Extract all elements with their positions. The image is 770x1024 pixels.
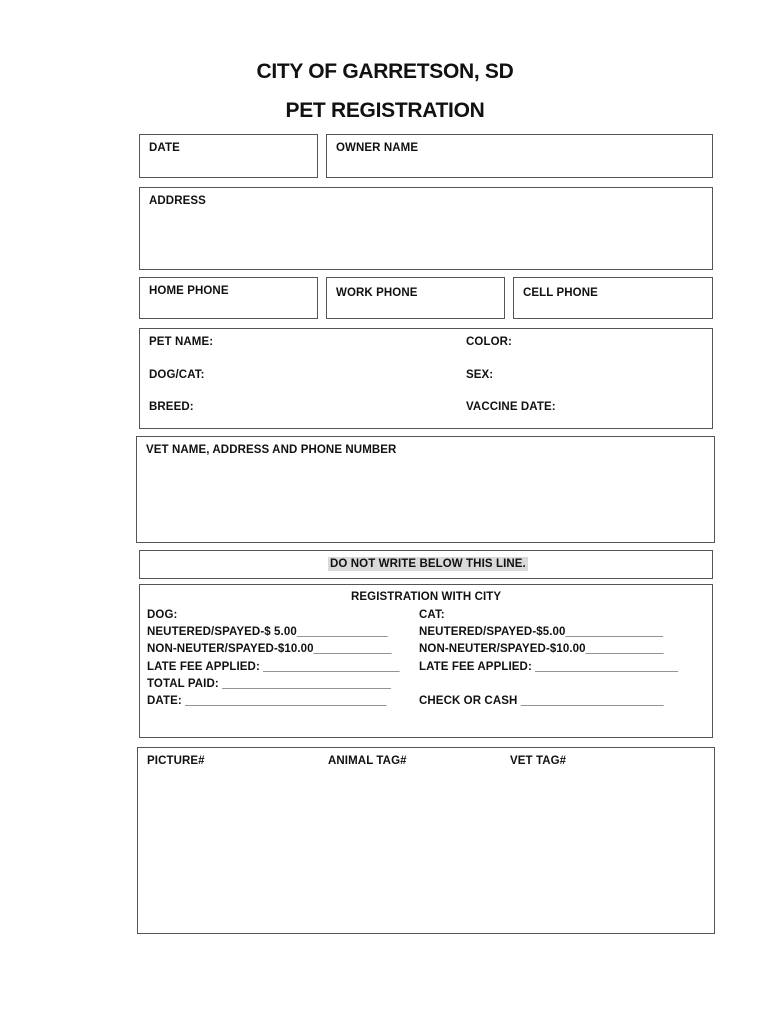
- picture-label: PICTURE#: [147, 755, 205, 767]
- cell-phone-field[interactable]: [513, 277, 713, 319]
- dog-late-fee-line: LATE FEE APPLIED: _____________________: [147, 661, 400, 673]
- vet-info-label: VET NAME, ADDRESS AND PHONE NUMBER: [146, 444, 397, 456]
- registration-heading: REGISTRATION WITH CITY: [351, 591, 502, 603]
- do-not-write-text: DO NOT WRITE BELOW THIS LINE.: [330, 558, 526, 570]
- dog-total-paid-line: TOTAL PAID: __________________________: [147, 678, 391, 690]
- work-phone-label: WORK PHONE: [336, 287, 418, 299]
- breed-label: BREED:: [149, 401, 194, 413]
- dog-date-line: DATE: _______________________________: [147, 695, 387, 707]
- dog-non-neuter-line: NON-NEUTER/SPAYED-$10.00____________: [147, 643, 392, 655]
- cell-phone-label: CELL PHONE: [523, 287, 598, 299]
- home-phone-label: HOME PHONE: [149, 285, 229, 297]
- dog-heading: DOG:: [147, 609, 178, 621]
- address-label: ADDRESS: [149, 195, 206, 207]
- address-field[interactable]: [139, 187, 713, 270]
- sex-label: SEX:: [466, 369, 494, 381]
- color-label: COLOR:: [466, 336, 512, 348]
- cat-check-or-cash-line: CHECK OR CASH ______________________: [419, 695, 664, 707]
- do-not-write-divider: [139, 550, 713, 579]
- cat-late-fee-line: LATE FEE APPLIED: ______________________: [419, 661, 679, 673]
- cat-heading: CAT:: [419, 609, 445, 621]
- pet-name-label: PET NAME:: [149, 336, 214, 348]
- form-title: CITY OF GARRETSON, SD: [256, 60, 514, 83]
- home-phone-field[interactable]: [139, 277, 318, 319]
- date-label: DATE: [149, 142, 180, 154]
- dog-neutered-line: NEUTERED/SPAYED-$ 5.00______________: [147, 626, 388, 638]
- cat-neutered-line: NEUTERED/SPAYED-$5.00_______________: [419, 626, 663, 638]
- owner-name-field[interactable]: [326, 134, 713, 178]
- cat-non-neuter-line: NON-NEUTER/SPAYED-$10.00____________: [419, 643, 664, 655]
- date-field[interactable]: [139, 134, 318, 178]
- animal-tag-label: ANIMAL TAG#: [328, 755, 407, 767]
- registration-section: [139, 584, 713, 738]
- vet-info-field[interactable]: [136, 436, 715, 543]
- office-use-section: [137, 747, 715, 934]
- vaccine-date-label: VACCINE DATE:: [466, 401, 556, 413]
- form-subtitle: PET REGISTRATION: [285, 99, 485, 122]
- owner-name-label: OWNER NAME: [336, 142, 419, 154]
- work-phone-field[interactable]: [326, 277, 505, 319]
- vet-tag-label: VET TAG#: [510, 755, 567, 767]
- pet-info-section: [139, 328, 713, 429]
- dog-cat-label: DOG/CAT:: [149, 369, 205, 381]
